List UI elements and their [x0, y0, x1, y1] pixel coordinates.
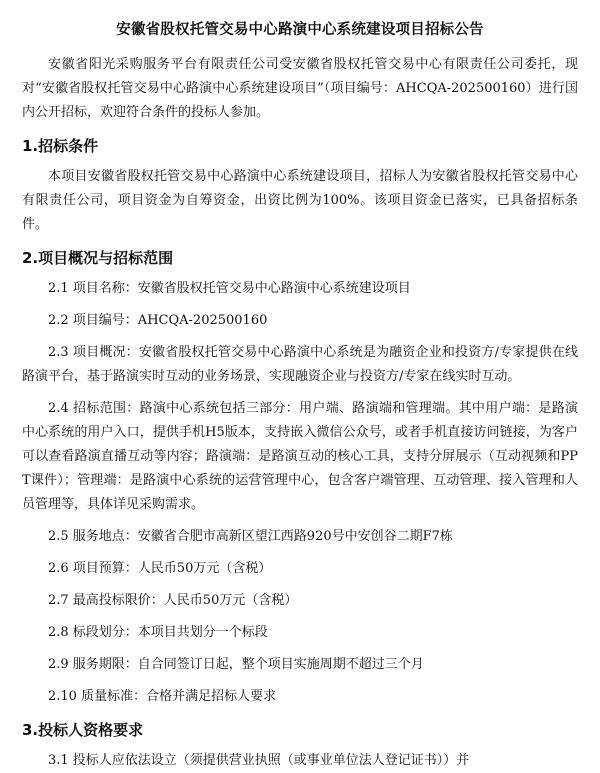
list-item-2-5: 2.5 服务地点：安徽省合肥市高新区望江西路920号中安创谷二期F7栋 [48, 529, 453, 544]
section-heading-1: 1.招标条件 [22, 137, 99, 155]
list-item-2-10: 2.10 质量标准：合格并满足招标人要求 [48, 689, 277, 704]
document-title: 安徽省股权托管交易中心路演中心系统建设项目招标公告 [116, 21, 484, 38]
section-heading-3: 3.投标人资格要求 [22, 721, 144, 739]
list-item-2-6: 2.6 项目预算：人民币50万元（含税） [48, 561, 272, 576]
section-heading-2: 2.项目概况与招标范围 [22, 249, 174, 267]
section-1-body: 本项目安徽省股权托管交易中心路演中心系统建设项目，招标人为安徽省股权托管交易中心有限责任公司，项目资金为自筹资金，出资比例为100%。该项目资金已落实，已具备招标条件。 [22, 169, 578, 232]
list-item-2-1: 2.1 项目名称：安徽省股权托管交易中心路演中心系统建设项目 [48, 281, 411, 296]
list-item-2-3: 2.3 项目概况：安徽省股权托管交易中心路演中心系统是为融资企业和投资方/专家提供在线路演平台，基于路演实时互动的业务场景，实现融资企业与投资方/专家在线实时互动。 [22, 345, 578, 384]
list-item-2-8: 2.8 标段划分：本项目共划分一个标段 [48, 625, 268, 640]
list-item-2-9: 2.9 服务期限：自合同签订日起，整个项目实施周期不超过三个月 [48, 657, 424, 672]
list-item-2-2: 2.2 项目编号：AHCQA-202500160 [48, 313, 268, 328]
list-item-2-7: 2.7 最高投标限价：人民币50万元（含税） [48, 593, 298, 608]
list-item-3-1: 3.1 投标人应依法设立（须提供营业执照（或事业单位法人登记证书））并 [48, 753, 470, 768]
intro-paragraph: 安徽省阳光采购服务平台有限责任公司受安徽省股权托管交易中心有限责任公司委托，现对“安徽省股权托管交易中心路演中心系统建设项目”（项目编号：AHCQA-202500160）进行国内公开招标，欢迎符合条件的投标人参加。 [22, 57, 578, 120]
list-item-2-4: 2.4 招标范围：路演中心系统包括三部分：用户端、路演端和管理端。其中用户端：是路演中心系统的用户入口，提供手机H5版本，支持嵌入微信公众号，或者手机直接访问链接，为客户可以查看路演直播互动等内容；路演端：是路演互动的核心工具，支持分屏展示（互动视频和PPT课件）；管理端：是路演中心系统的运营管理中心，包含客户端管理、互动管理、接入管理和人员管理等，具体详见采购需求。 [22, 401, 578, 512]
